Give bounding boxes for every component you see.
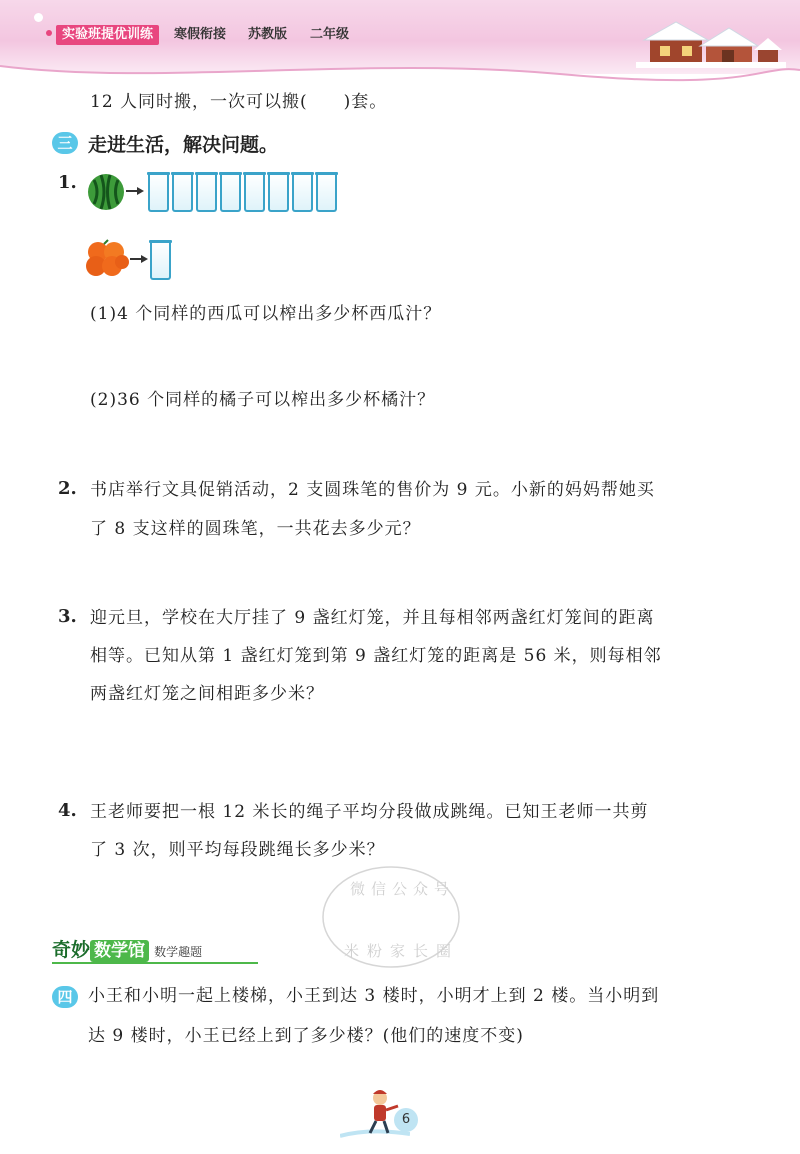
- question-number: 2.: [58, 478, 77, 499]
- fun-section-banner: [52, 935, 202, 961]
- cup-icon: [196, 174, 217, 212]
- watermark-text-top: 微信公众号: [350, 880, 456, 898]
- oranges-icon: [84, 238, 130, 278]
- page-number: 6: [394, 1108, 418, 1132]
- q3-line2: 相等。已知从第 1 盏红灯笼到第 9 盏红灯笼的距离是 56 米，则每相邻: [90, 646, 662, 666]
- question-number: 1.: [58, 172, 77, 193]
- q2-line2: 了 8 支这样的圆珠笔，一共花去多少元？: [90, 519, 421, 539]
- q4-line1: 王老师要把一根 12 米长的绳子平均分段做成跳绳。已知王老师一共剪: [90, 802, 649, 822]
- cup-icon: [220, 174, 241, 212]
- section-badge: 三: [52, 132, 78, 154]
- watermark-text-bottom: 米粉家长圈: [344, 942, 460, 960]
- decor-dot-icon: [46, 30, 52, 36]
- section-badge: 四: [52, 986, 78, 1008]
- cup-icon: [244, 174, 265, 212]
- q1-sub2: (2)36 个同样的橘子可以榨出多少杯橘汁？: [90, 390, 436, 410]
- series-tag: 实验班提优训练: [56, 25, 159, 45]
- header-title: 寒假衔接: [174, 27, 227, 42]
- question-number: 4.: [58, 800, 77, 821]
- header-grade: 二年级: [310, 27, 350, 42]
- q3-line3: 两盏红灯笼之间相距多少米？: [90, 684, 324, 704]
- arrow-right-icon: [126, 186, 144, 196]
- section-title: 走进生活，解决问题。: [88, 134, 279, 156]
- q2-line1: 书店举行文具促销活动，2 支圆珠笔的售价为 9 元。小新的妈妈帮她买: [90, 480, 655, 500]
- decor-dot-icon: [34, 13, 43, 22]
- fun-banner-tag: 数学趣题: [154, 945, 203, 959]
- snowy-house-icon: [636, 18, 786, 68]
- fun-banner-part1: 奇妙: [52, 939, 91, 961]
- cup-icon: [292, 174, 313, 212]
- s4-line2: 达 9 楼时，小王已经上到了多少楼？(他们的速度不变): [88, 1026, 524, 1046]
- watermelon-icon: [86, 172, 126, 212]
- cup-icon: [172, 174, 193, 212]
- q1-sub1: (1)4 个同样的西瓜可以榨出多少杯西瓜汁？: [90, 304, 442, 324]
- continued-question-line: 12 人同时搬，一次可以搬( )套。: [90, 92, 388, 112]
- fun-divider: [52, 962, 258, 964]
- q3-line1: 迎元旦，学校在大厅挂了 9 盏红灯笼，并且每相邻两盏红灯笼间的距离: [90, 608, 655, 628]
- fun-banner-part2: 数学馆: [90, 940, 149, 962]
- arrow-right-icon: [130, 254, 148, 264]
- cup-icon: [150, 242, 171, 280]
- cup-icon: [268, 174, 289, 212]
- header-edition: 苏教版: [248, 27, 288, 42]
- s4-line1: 小王和小明一起上楼梯，小王到达 3 楼时，小明才上到 2 楼。当小明到: [88, 986, 660, 1006]
- question-number: 3.: [58, 606, 77, 627]
- q4-line2: 了 3 次，则平均每段跳绳长多少米？: [90, 840, 385, 860]
- cup-icon: [148, 174, 169, 212]
- cup-icon: [316, 174, 337, 212]
